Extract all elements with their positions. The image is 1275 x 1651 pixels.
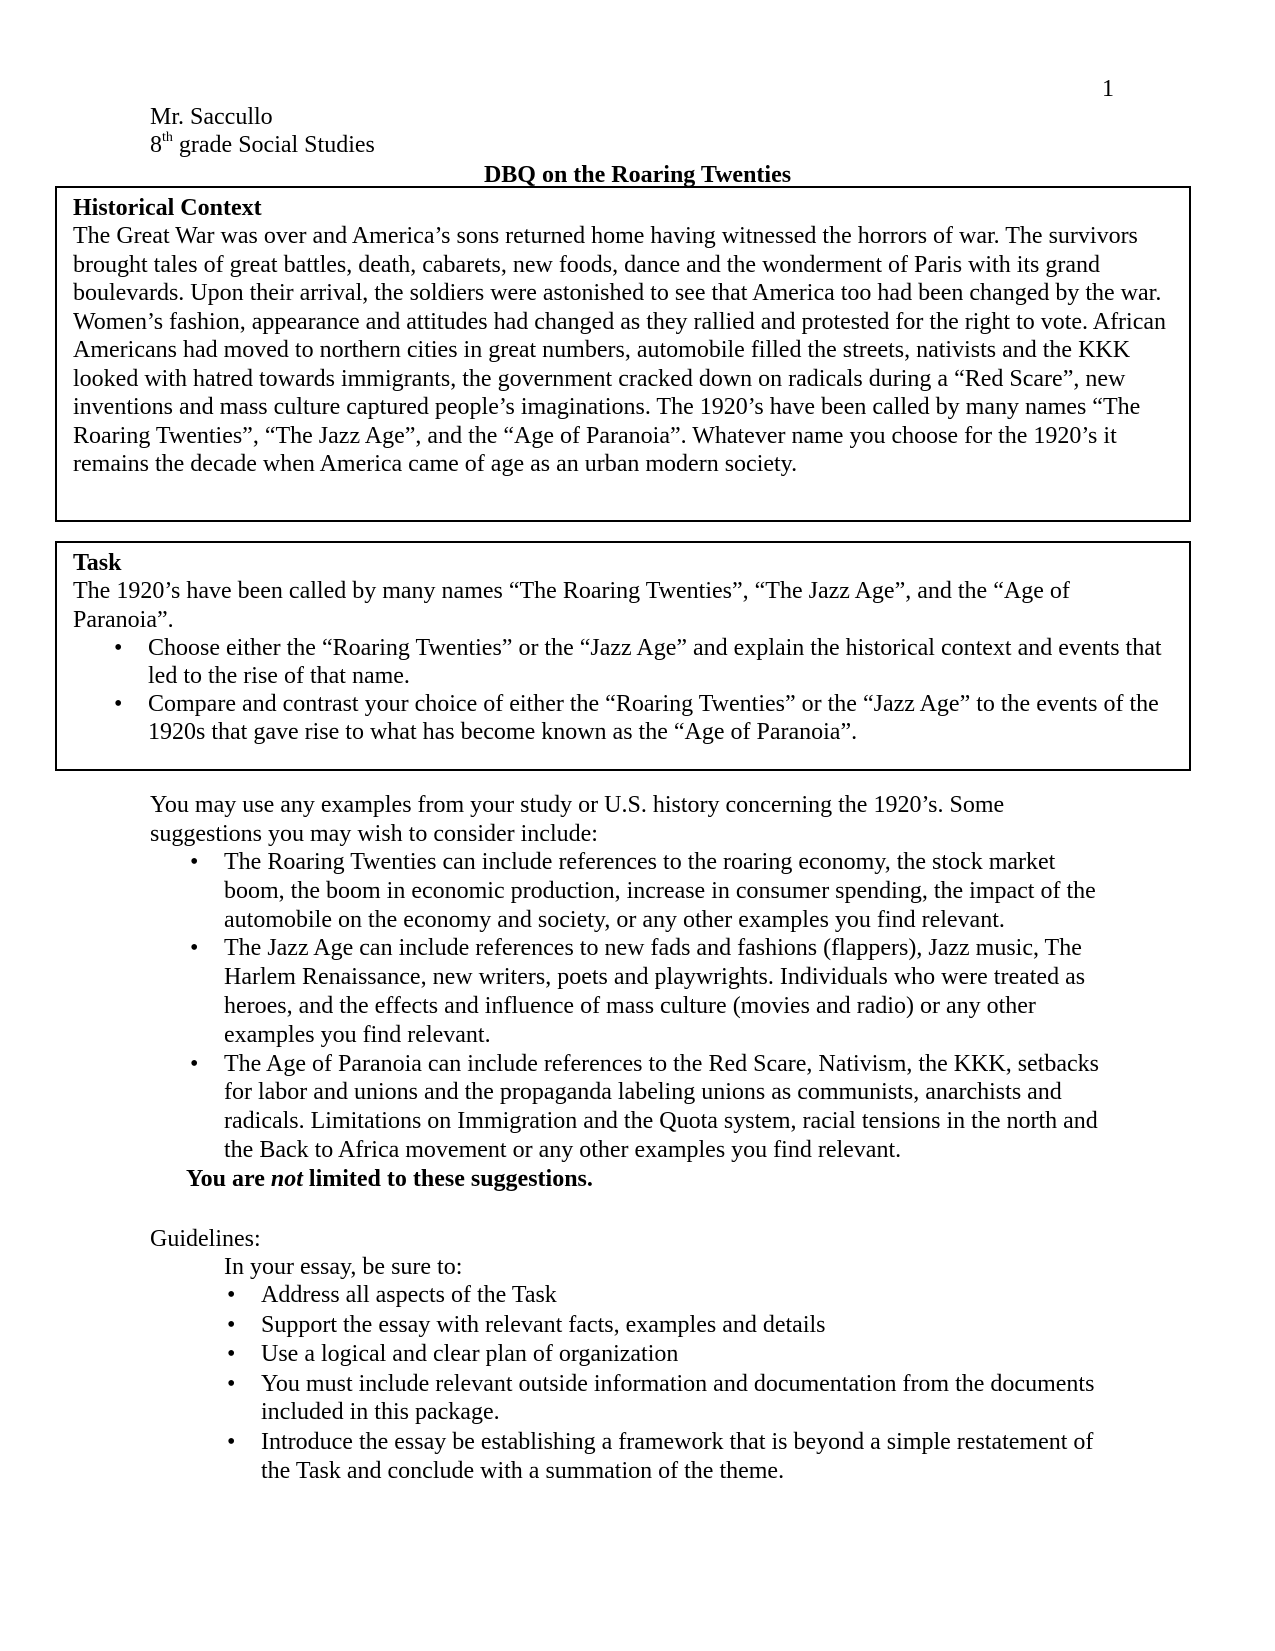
suggestion-item: [190, 848, 1110, 934]
task-box: [55, 541, 1191, 771]
bullet-icon: •: [114, 635, 123, 661]
suggestion-item: [190, 934, 1110, 1049]
guidelines-label: Guidelines:: [150, 1226, 261, 1252]
guideline-item-text: Use a logical and clear plan of organization: [261, 1341, 679, 1368]
guideline-item: [227, 1370, 1110, 1427]
grade-superscript: th: [162, 130, 173, 145]
not-limited-post: limited to these suggestions.: [302, 1165, 593, 1192]
task-intro: The 1920’s have been called by many names “The Roaring Twenties”, “The Jazz Age”, and the “Age of Paranoia”.: [73, 578, 1070, 633]
bullet-icon: •: [227, 1282, 236, 1308]
guideline-item: [227, 1340, 1110, 1369]
task-list: [73, 634, 1173, 746]
not-limited-note: [186, 1165, 1110, 1193]
bullet-icon: •: [190, 1050, 199, 1077]
guidelines-list: [150, 1281, 1110, 1485]
suggestion-item-text: The Age of Paranoia can include references to the Red Scare, Nativism, the KKK, setbacks for labor and unions and the propaganda labeling unions as communists, anarchists and radicals. Limitations on Immigration and the Quota system, racial tensions in the north and the Back to Africa movement or any other examples you find relevant.: [224, 1050, 1100, 1163]
suggestions-list: [150, 848, 1110, 1165]
not-limited-emphasis: not: [270, 1165, 303, 1192]
historical-context-box: [55, 186, 1191, 522]
grade-number: 8: [150, 132, 162, 158]
guideline-item-text: Address all aspects of the Task: [261, 1282, 557, 1308]
guideline-item: [227, 1311, 1110, 1340]
suggestions-section: [150, 791, 1110, 1193]
suggestion-item: [190, 1050, 1110, 1165]
document-title: DBQ on the Roaring Twenties: [483, 162, 792, 188]
bullet-icon: •: [227, 1428, 236, 1455]
page-number: 1: [1102, 76, 1114, 102]
bullet-icon: •: [227, 1341, 236, 1368]
task-item: [114, 634, 1173, 690]
not-limited-pre: You are: [186, 1165, 271, 1192]
grade-course-text: grade Social Studies: [172, 132, 375, 158]
bullet-icon: •: [190, 935, 199, 962]
grade-course: [150, 131, 375, 159]
guidelines-intro: In your essay, be sure to:: [224, 1254, 463, 1280]
task-item: [114, 690, 1173, 746]
bullet-icon: •: [227, 1311, 236, 1338]
historical-context-body: The Great War was over and America’s sons returned home having witnessed the horrors of war. The survivors brought tales of great battles, death, cabarets, new foods, dance and the wonderment of Paris with its grand boulevards. Upon their arrival, the soldiers were astonished to see that America too had been changed by the war. Women’s fashion, appearance and attitudes had changed as they rallied and protested for the right to vote. African Americans had moved to northern cities in great numbers, automobile filled the streets, nativists and the KKK looked with hatred towards immigrants, the government cracked down on radicals during a “Red Scare”, new inventions and mass culture captured people’s imaginations. The 1920’s have been called by many names “The Roaring Twenties”, “The Jazz Age”, and the “Age of Paranoia”. Whatever name you choose for the 1920’s it remains the decade when America came of age as an urban modern society.: [73, 223, 1167, 477]
task-item-text: Choose either the “Roaring Twenties” or the “Jazz Age” and explain the historical context and events that led to the rise of that name.: [148, 635, 1162, 689]
guideline-item: [227, 1428, 1110, 1485]
suggestion-item-text: The Roaring Twenties can include references to the roaring economy, the stock market boom, the boom in economic production, increase in consumer spending, the impact of the automobile on the economy and society, or any other examples you find relevant.: [224, 849, 1096, 933]
bullet-icon: •: [227, 1370, 236, 1397]
task-item-text: Compare and contrast your choice of either the “Roaring Twenties” or the “Jazz Age” to the events of the 1920s that gave rise to what has become known as the “Age of Paranoia”.: [148, 691, 1159, 745]
suggestions-intro: You may use any examples from your study or U.S. history concerning the 1920’s. Some suggestions you may wish to consider include:: [150, 792, 1005, 847]
task-heading: Task: [73, 550, 122, 576]
bullet-icon: •: [190, 849, 199, 875]
historical-context-heading: Historical Context: [73, 195, 262, 221]
teacher-name: Mr. Saccullo: [150, 104, 273, 130]
guideline-item-text: Support the essay with relevant facts, examples and details: [261, 1311, 826, 1338]
guideline-item: [227, 1281, 1110, 1310]
suggestion-item-text: The Jazz Age can include references to new fads and fashions (flappers), Jazz music, The Harlem Renaissance, new writers, poets and playwrights. Individuals who were treated as heroes, and the effects and influence of mass culture (movies and radio) or any other examples you find relevant.: [224, 935, 1086, 1048]
bullet-icon: •: [114, 691, 123, 717]
guidelines-section: [150, 1225, 1110, 1486]
guideline-item-text: You must include relevant outside information and documentation from the documents included in this package.: [261, 1370, 1095, 1426]
document-header: [150, 103, 375, 159]
guideline-item-text: Introduce the essay be establishing a framework that is beyond a simple restatement of the Task and conclude with a summation of the theme.: [261, 1428, 1094, 1484]
